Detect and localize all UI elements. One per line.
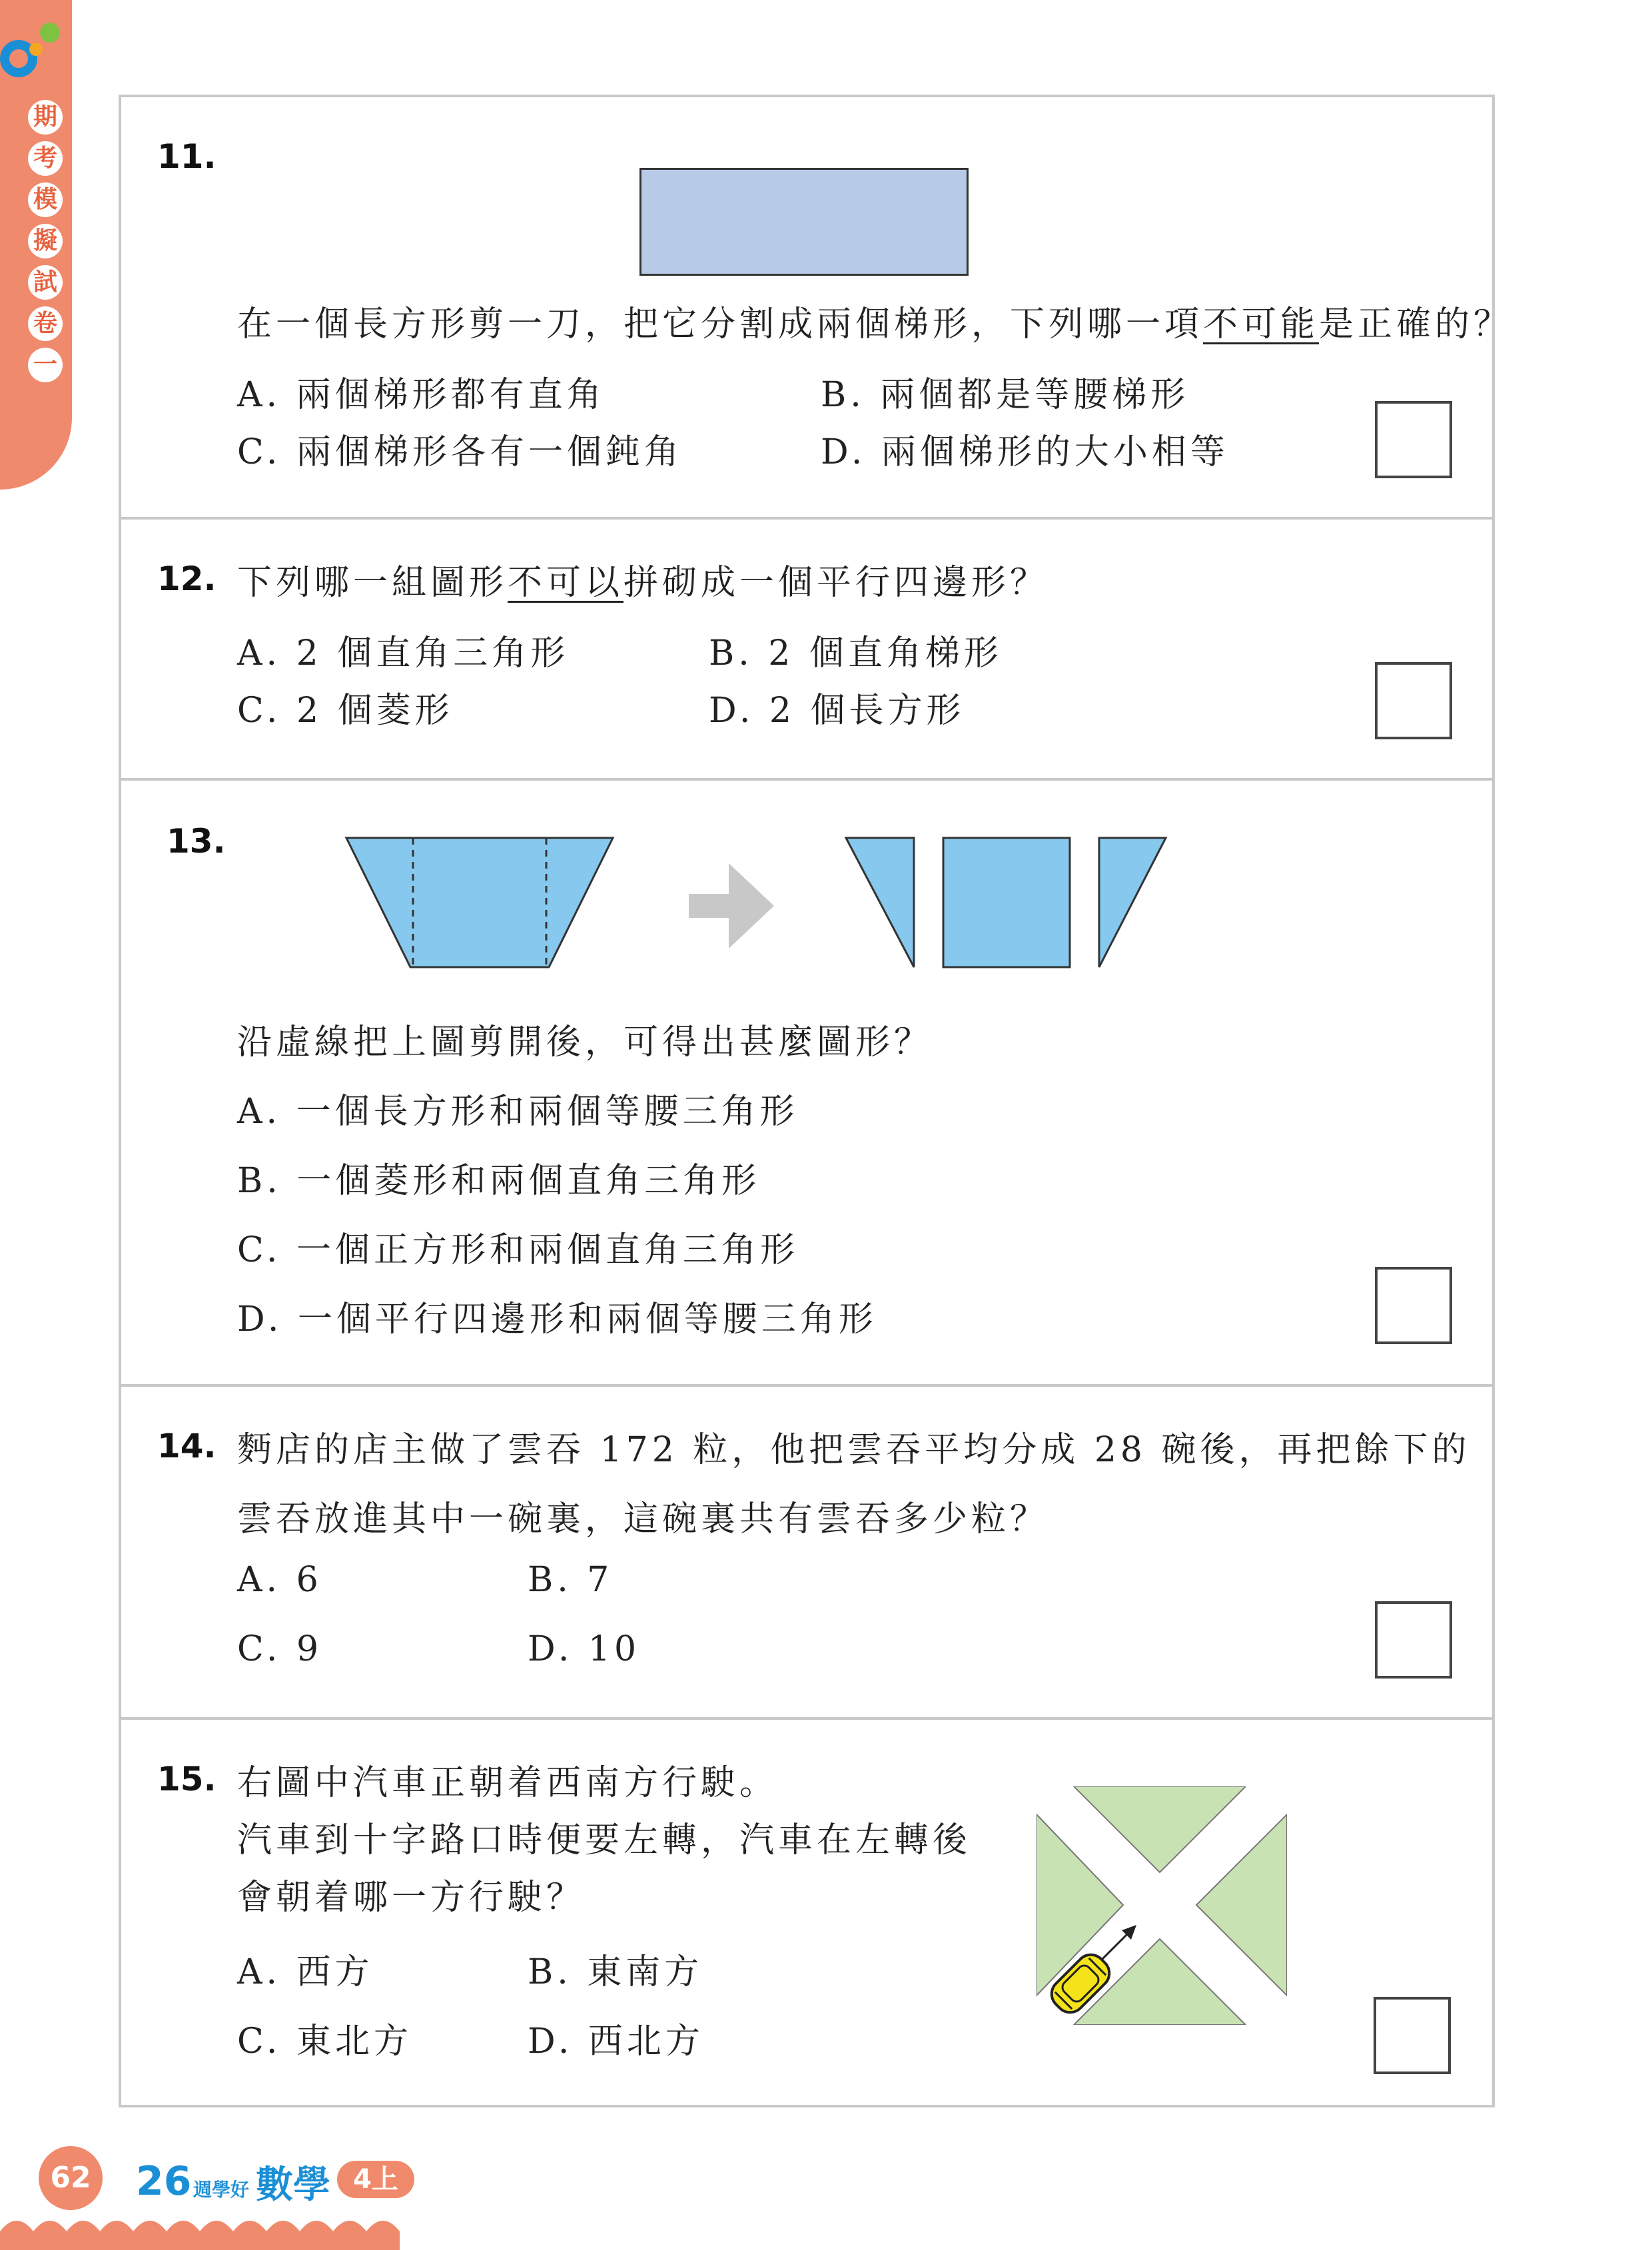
page-number: 62 xyxy=(39,2146,103,2210)
arrow-right-icon xyxy=(689,863,774,948)
left-triangle-shape xyxy=(846,838,914,967)
option-a[interactable]: A. 一個長方形和兩個等腰三角形 xyxy=(237,1092,799,1132)
crossroad-map xyxy=(1036,1786,1287,2025)
brand-title: 數學 xyxy=(256,2163,330,2207)
side-char: 考 xyxy=(28,141,63,176)
green-block-north xyxy=(1074,1786,1246,1872)
option-d[interactable]: D. 西北方 xyxy=(528,2022,704,2062)
option-a[interactable]: A. 6 xyxy=(237,1560,322,1600)
option-c[interactable]: C. 一個正方形和兩個直角三角形 xyxy=(237,1230,799,1270)
divider xyxy=(119,778,1495,781)
brand-number: 26 xyxy=(136,2158,192,2205)
option-b[interactable]: B. 兩個都是等腰梯形 xyxy=(821,375,1190,415)
divider xyxy=(119,1384,1495,1387)
divider xyxy=(119,1717,1495,1720)
option-c[interactable]: C. 兩個梯形各有一個鈍角 xyxy=(237,432,683,472)
rectangle-figure xyxy=(639,168,969,276)
question-text-line: 雲吞放進其中一碗裏，這碗裏共有雲吞多少粒？ xyxy=(237,1499,1049,1539)
side-char: 卷 xyxy=(28,306,63,341)
question-number: 15. xyxy=(157,1760,216,1798)
question-text-line: 會朝着哪一方行駛？ xyxy=(237,1878,586,1918)
side-char: 試 xyxy=(28,265,63,300)
logo-dot-icon xyxy=(40,23,60,43)
question-number: 13. xyxy=(167,822,226,861)
question-text-line: 右圖中汽車正朝着西南方行駛。 xyxy=(237,1763,779,1803)
answer-box[interactable] xyxy=(1374,1997,1451,2074)
question-number: 11. xyxy=(157,137,216,176)
question-text: 沿虛線把上圖剪開後，可得出甚麼圖形？ xyxy=(237,1022,933,1062)
answer-box[interactable] xyxy=(1375,1267,1452,1344)
answer-box[interactable] xyxy=(1375,401,1452,478)
option-d[interactable]: D. 10 xyxy=(528,1629,641,1669)
option-b[interactable]: B. 一個菱形和兩個直角三角形 xyxy=(237,1161,761,1201)
question-number: 12. xyxy=(157,560,216,598)
trapezoid-shape xyxy=(346,838,613,967)
option-b[interactable]: B. 東南方 xyxy=(528,1952,703,1992)
brand-small-text: 週學好 xyxy=(193,2179,250,2201)
option-d[interactable]: D. 一個平行四邊形和兩個等腰三角形 xyxy=(237,1300,877,1339)
option-d[interactable]: D. 兩個梯形的大小相等 xyxy=(821,432,1229,472)
side-char: 一 xyxy=(28,348,63,382)
option-a[interactable]: A. 2 個直角三角形 xyxy=(237,633,570,673)
question-text: 下列哪一組圖形不可以拼砌成一個平行四邊形？ xyxy=(237,563,1049,603)
grade-badge: 4上 xyxy=(337,2161,414,2198)
divider xyxy=(119,517,1495,520)
right-triangle-shape xyxy=(1099,838,1166,967)
option-c[interactable]: C. 東北方 xyxy=(237,2022,412,2062)
option-b[interactable]: B. 2 個直角梯形 xyxy=(709,633,1003,673)
option-d[interactable]: D. 2 個長方形 xyxy=(709,691,965,731)
question-number: 14. xyxy=(157,1427,216,1465)
green-block-east xyxy=(1196,1814,1287,1996)
question-text: 在一個長方形剪一刀，把它分割成兩個梯形，下列哪一項不可能是正確的？ xyxy=(237,304,1513,344)
trapezoid-cut-diagram xyxy=(333,826,1199,972)
question-text-line: 麪店的店主做了雲吞 172 粒，他把雲吞平均分成 28 碗後，再把餘下的 xyxy=(237,1430,1471,1470)
logo-dot-icon xyxy=(29,43,43,56)
option-c[interactable]: C. 9 xyxy=(237,1629,323,1669)
option-c[interactable]: C. 2 個菱形 xyxy=(237,691,454,731)
side-char: 模 xyxy=(28,183,63,217)
side-char: 期 xyxy=(28,100,63,135)
option-b[interactable]: B. 7 xyxy=(528,1560,614,1600)
option-a[interactable]: A. 西方 xyxy=(237,1952,374,1992)
question-text-line: 汽車到十字路口時便要左轉，汽車在左轉後 xyxy=(237,1820,972,1860)
option-a[interactable]: A. 兩個梯形都有直角 xyxy=(237,375,606,415)
answer-box[interactable] xyxy=(1375,1601,1452,1679)
side-char: 擬 xyxy=(28,224,63,258)
square-shape xyxy=(943,838,1070,967)
answer-box[interactable] xyxy=(1375,662,1452,739)
